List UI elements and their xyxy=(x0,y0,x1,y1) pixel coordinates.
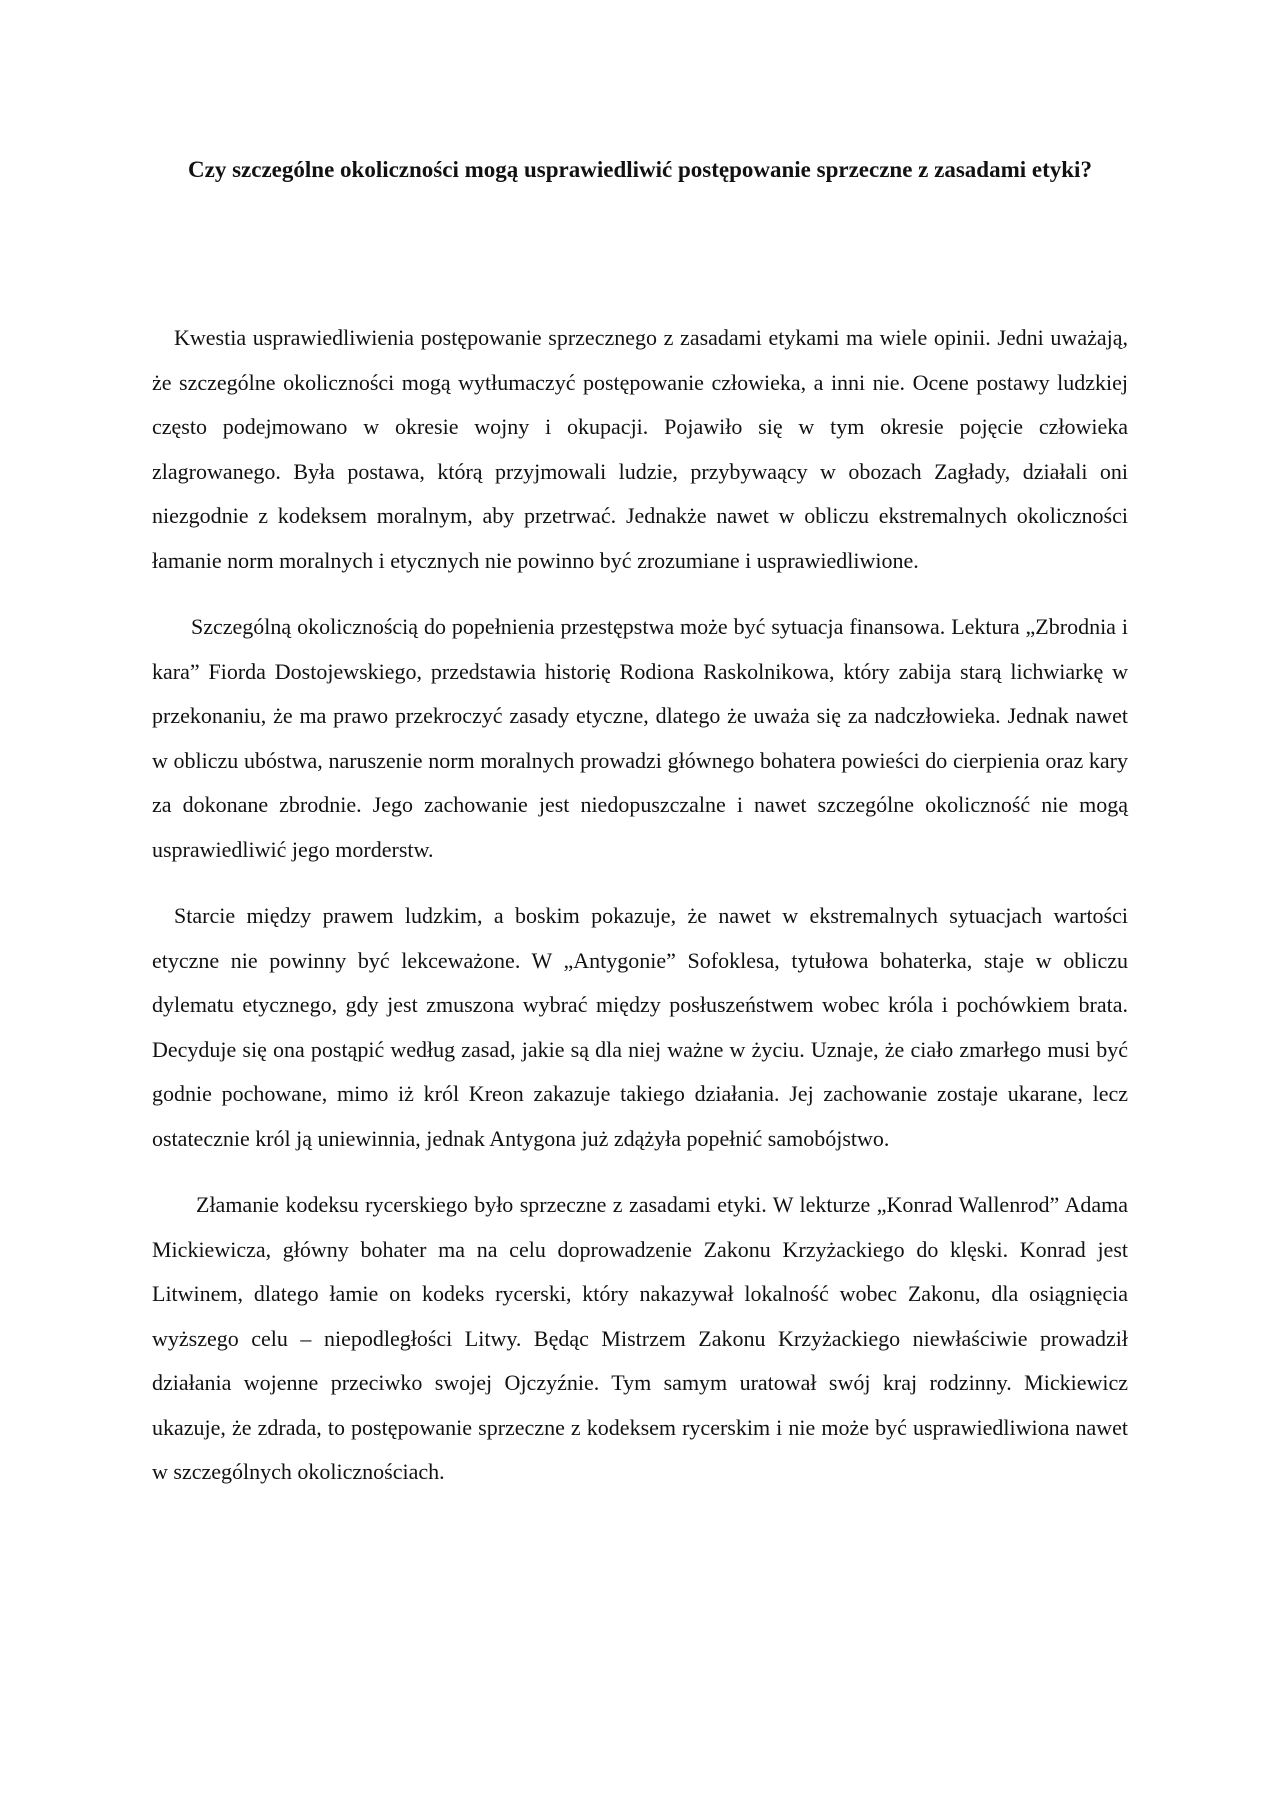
paragraph-2: Szczególną okolicznością do popełnienia przestępstwa może być sytuacja finansowa. Lektura „Zbrodnia i kara” Fiorda Dostojewskiego, przedstawia historię Rodiona Raskolnikowa, który zabija starą lichwiarkę w przekonaniu, że ma prawo przekroczyć zasady etyczne, dlatego że uważa się za nadczłowieka. Jednak nawet w obliczu ubóstwa, naruszenie norm moralnych prowadzi głównego bohatera powieści do cierpienia oraz kary za dokonane zbrodnie. Jego zachowanie jest niedopuszczalne i nawet szczególne okoliczność nie mogą usprawiedliwić jego morderstw. xyxy=(152,614,1128,862)
paragraph-1: Kwestia usprawiedliwienia postępowanie sprzecznego z zasadami etykami ma wiele opinii. Jedni uważają, że szczególne okoliczności mogą wytłumaczyć postępowanie człowieka, a inni nie. Ocene postawy ludzkiej często podejmowano w okresie wojny i okupacji. Pojawiło się w tym okresie pojęcie człowieka zlagrowanego. Była postawa, którą przyjmowali ludzie, przybywaący w obozach Zagłady, działali oni niezgodnie z kodeksem moralnym, aby przetrwać. Jednakże nawet w obliczu ekstremalnych okoliczności łamanie norm moralnych i etycznych nie powinno być zrozumiane i usprawiedliwione. xyxy=(152,325,1128,573)
paragraph-3: Starcie między prawem ludzkim, a boskim pokazuje, że nawet w ekstremalnych sytuacjach wartości etyczne nie powinny być lekceważone. W „Antygonie” Sofoklesa, tytułowa bohaterka, staje w obliczu dylematu etycznego, gdy jest zmuszona wybrać między posłuszeństwem wobec króla i pochówkiem brata. Decyduje się ona postąpić według zasad, jakie są dla niej ważne w życiu. Uznaje, że ciało zmarłego musi być godnie pochowane, mimo iż król Kreon zakazuje takiego działania. Jej zachowanie zostaje ukarane, lecz ostatecznie król ją uniewinnia, jednak Antygona już zdążyła popełnić samobójstwo. xyxy=(152,903,1128,1151)
document-title: Czy szczególne okoliczności mogą usprawiedliwić postępowanie sprzeczne z zasadami etyki? xyxy=(188,157,1092,182)
document-body xyxy=(152,316,1128,1517)
paragraph-4: Złamanie kodeksu rycerskiego było sprzeczne z zasadami etyki. W lekturze „Konrad Wallenrod” Adama Mickiewicza, główny bohater ma na celu doprowadzenie Zakonu Krzyżackiego do klęski. Konrad jest Litwinem, dlatego łamie on kodeks rycerski, który nakazywał lokalność wobec Zakonu, dla osiągnięcia wyższego celu – niepodległości Litwy. Będąc Mistrzem Zakonu Krzyżackiego niewłaściwie prowadził działania wojenne przeciwko swojej Ojczyźnie. Tym samym uratował swój kraj rodzinny. Mickiewicz ukazuje, że zdrada, to postępowanie sprzeczne z kodeksem rycerskim i nie może być usprawiedliwiona nawet w szczególnych okolicznościach. xyxy=(152,1192,1128,1484)
